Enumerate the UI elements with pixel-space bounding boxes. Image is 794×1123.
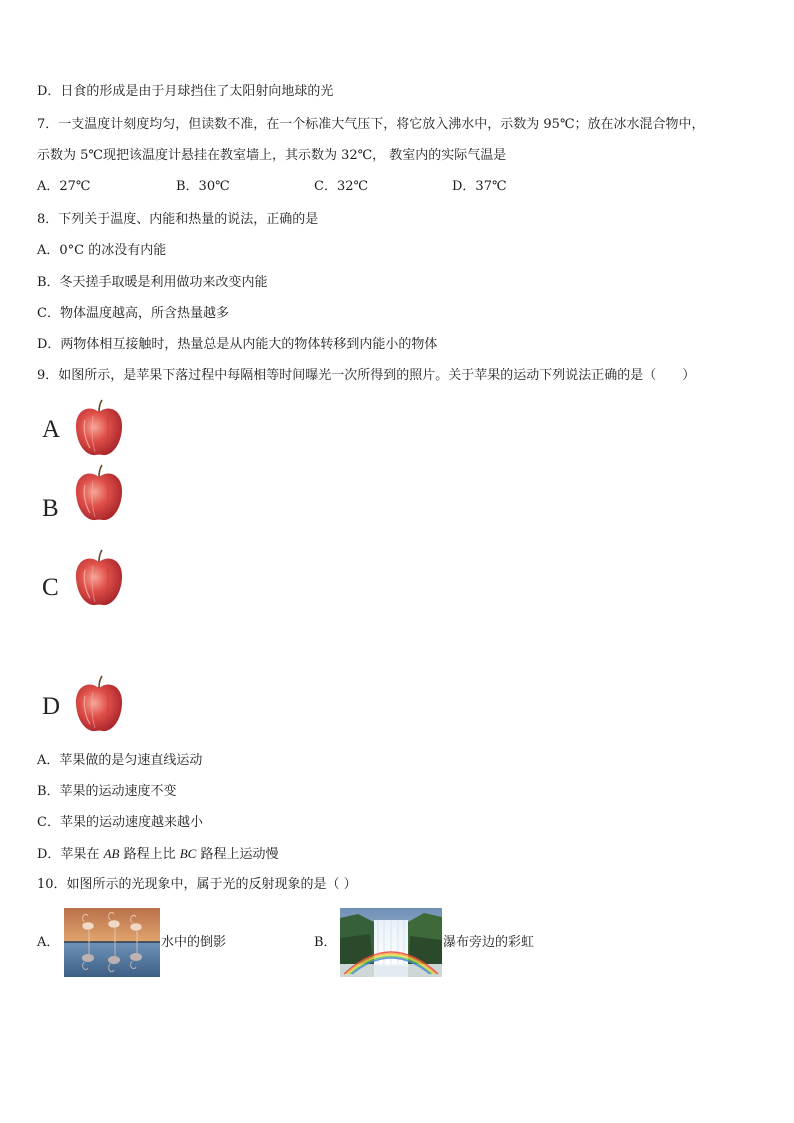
apple-image-c: [73, 548, 125, 608]
q8-option-a: A．0°C 的冰没有内能: [37, 243, 167, 258]
q9-option-a: A．苹果做的是匀速直线运动: [37, 753, 203, 768]
segment-ab: AB: [103, 846, 120, 861]
apple-image-b: [73, 463, 125, 523]
q10-option-a-text: 水中的倒影: [161, 935, 227, 950]
q9-option-d: [37, 846, 278, 863]
q9-stem: 9．如图所示，是苹果下落过程中每隔相等时间曝光一次所得到的照片。关于苹果的运动下列说法正确的是（ ）: [37, 368, 696, 383]
q9-option-d-suffix: 路程上运动慢: [196, 847, 279, 862]
q9-option-b: B．苹果的运动速度不变: [37, 784, 177, 799]
q10-option-b-prefix: B．: [314, 935, 337, 950]
q6-option-d: D．日食的形成是由于月球挡住了太阳射向地球的光: [37, 84, 334, 99]
flamingo-reflection-photo: [64, 908, 160, 977]
waterfall-rainbow-photo: [340, 908, 442, 977]
apple-image-d: [73, 674, 125, 734]
q7-stem-line-2: 示数为 5℃现把该温度计悬挂在教室墙上，其示数为 32℃， 教室内的实际气温是: [37, 148, 507, 163]
q9-figure-label-b: B: [42, 495, 59, 522]
q9-option-c: C．苹果的运动速度越来越小: [37, 815, 203, 830]
q10-option-a-prefix: A．: [37, 935, 60, 950]
q9-option-d-prefix: D．苹果在: [37, 847, 104, 862]
q8-option-c: C．物体温度越高，所含热量越多: [37, 306, 229, 321]
q9-figure-label-a: A: [42, 416, 61, 443]
q7-option-a: A．27℃: [37, 179, 91, 194]
segment-bc: BC: [179, 846, 197, 861]
q10-option-b-text: 瀑布旁边的彩虹: [443, 935, 535, 950]
q10-stem: 10．如图所示的光现象中，属于光的反射现象的是（ ）: [37, 877, 357, 892]
q9-figure-label-c: C: [42, 574, 59, 601]
q9-option-d-middle: 路程上比: [119, 847, 180, 862]
q9-figure-label-d: D: [42, 693, 61, 720]
q8-option-b: B．冬天搓手取暖是利用做功来改变内能: [37, 275, 268, 290]
q7-option-d: D．37℃: [452, 179, 507, 194]
q8-option-d: D．两物体相互接触时，热量总是从内能大的物体转移到内能小的物体: [37, 337, 438, 352]
q7-option-c: C．32℃: [314, 179, 369, 194]
apple-image-a: [73, 398, 125, 458]
q8-stem: 8．下列关于温度、内能和热量的说法，正确的是: [37, 212, 319, 227]
q7-option-b: B．30℃: [176, 179, 230, 194]
q7-stem-line-1: 7．一支温度计刻度均匀，但读数不准，在一个标准大气压下，将它放入沸水中，示数为 95℃；放在冰水混合物中，: [37, 117, 705, 132]
